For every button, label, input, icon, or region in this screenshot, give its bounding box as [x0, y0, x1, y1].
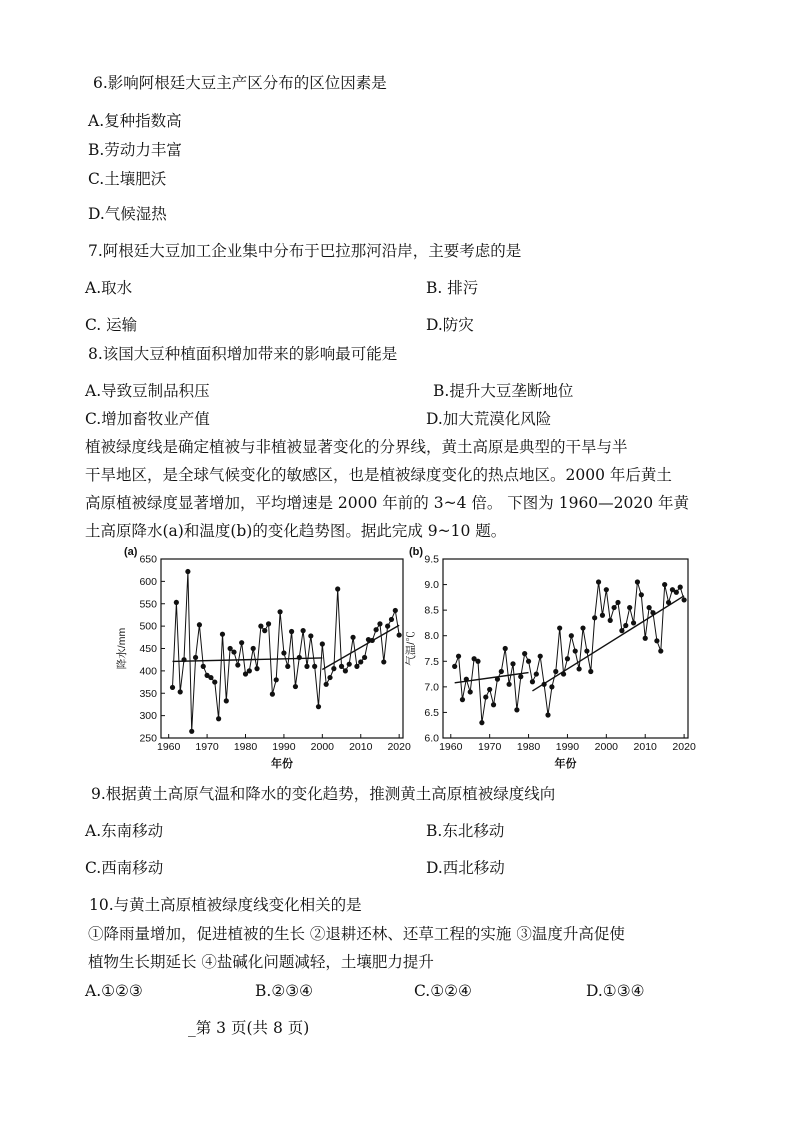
data-point — [350, 635, 355, 640]
q7-option-c[interactable]: C. 运输 — [85, 316, 138, 334]
q10-statements-line-1: ①降雨量增加，促进植被的生长 ②退耕还林、还草工程的实施 ③温度升高促使 — [88, 925, 625, 943]
data-point — [635, 579, 640, 584]
x-tick-label: 1990 — [272, 741, 296, 753]
y-tick-label: 500 — [139, 620, 157, 633]
q7-option-a[interactable]: A.取水 — [85, 279, 133, 297]
y-tick-label: 250 — [139, 732, 157, 745]
data-point — [530, 679, 535, 684]
x-tick-label: 2010 — [349, 741, 373, 753]
data-point — [377, 621, 382, 626]
data-point — [235, 662, 240, 667]
plot-frame — [443, 559, 688, 738]
x-tick-label: 1970 — [195, 741, 219, 753]
data-point — [308, 633, 313, 638]
data-point — [584, 648, 589, 653]
data-point — [374, 627, 379, 632]
data-point — [293, 684, 298, 689]
y-tick-label: 650 — [139, 553, 157, 566]
passage-line-4: 土高原降水(a)和温度(b)的变化趋势图。据此完成 9~10 题。 — [85, 522, 507, 540]
data-point — [510, 661, 515, 666]
data-point — [208, 675, 213, 680]
y-tick-label: 9.0 — [424, 579, 439, 592]
q10-stem: 10.与黄土高原植被绿度线变化相关的是 — [89, 896, 362, 914]
y-axis-label: 降水/mm — [116, 627, 128, 670]
data-point — [522, 651, 527, 656]
data-point — [281, 650, 286, 655]
data-point — [189, 729, 194, 734]
data-point — [479, 720, 484, 725]
chart-panel-a — [115, 546, 411, 770]
q8-option-d[interactable]: D.加大荒漠化风险 — [426, 410, 552, 428]
data-point — [385, 624, 390, 629]
x-axis-label: 年份 — [554, 758, 577, 770]
data-point — [534, 671, 539, 676]
data-point — [216, 716, 221, 721]
data-point — [201, 664, 206, 669]
q9-option-d[interactable]: D.西北移动 — [426, 859, 505, 877]
data-point — [277, 609, 282, 614]
data-point — [220, 632, 225, 637]
q10-option-b[interactable]: B.②③④ — [255, 982, 314, 1000]
data-point — [312, 664, 317, 669]
data-point — [631, 620, 636, 625]
data-point — [507, 682, 512, 687]
data-point — [389, 617, 394, 622]
data-point — [468, 689, 473, 694]
data-point — [362, 655, 367, 660]
data-point — [228, 646, 233, 651]
x-axis-label: 年份 — [271, 758, 293, 770]
data-point — [514, 707, 519, 712]
data-point — [266, 621, 271, 626]
x-tick-label: 2000 — [310, 741, 335, 753]
data-point — [324, 682, 329, 687]
data-point — [343, 668, 348, 673]
data-point — [600, 613, 605, 618]
data-point — [612, 605, 617, 610]
passage-line-2: 干旱地区，是全球气候变化的敏感区，也是植被绿度变化的热点地区。2000 年后黄土 — [85, 466, 672, 484]
data-point — [452, 664, 457, 669]
data-point — [483, 694, 488, 699]
data-point — [339, 664, 344, 669]
y-tick-label: 6.5 — [424, 706, 439, 719]
data-point — [335, 586, 340, 591]
q6-option-c[interactable]: C.土壤肥沃 — [88, 170, 167, 188]
data-point — [499, 669, 504, 674]
data-point — [674, 590, 679, 595]
q7-option-d[interactable]: D.防灾 — [426, 316, 474, 334]
data-point — [456, 654, 461, 659]
data-point — [565, 656, 570, 661]
data-point — [678, 585, 683, 590]
data-point — [251, 646, 256, 651]
q10-option-c[interactable]: C.①②④ — [414, 982, 472, 1000]
data-point — [518, 674, 523, 679]
data-point — [320, 641, 325, 646]
q6-option-d[interactable]: D.气候湿热 — [88, 205, 167, 223]
x-tick-label: 1990 — [555, 741, 580, 753]
data-point — [662, 582, 667, 587]
chart-panel-b — [404, 546, 696, 770]
data-point — [682, 597, 687, 602]
q6-option-a[interactable]: A.复种指数高 — [88, 112, 182, 130]
data-point — [545, 712, 550, 717]
data-point — [460, 697, 465, 702]
data-point — [588, 669, 593, 674]
data-point — [247, 668, 252, 673]
q8-option-c[interactable]: C.增加畜牧业产值 — [85, 410, 210, 428]
data-point — [393, 608, 398, 613]
y-tick-label: 550 — [139, 598, 157, 611]
x-tick-label: 1960 — [157, 741, 181, 753]
y-tick-label: 350 — [139, 687, 157, 700]
data-point — [197, 622, 202, 627]
y-tick-label: 8.5 — [424, 604, 439, 617]
data-point — [347, 662, 352, 667]
q8-stem: 8.该国大豆种植面积增加带来的影响最可能是 — [88, 345, 398, 363]
y-tick-label: 7.5 — [424, 655, 439, 668]
data-point — [503, 646, 508, 651]
data-point — [475, 659, 480, 664]
x-tick-label: 1980 — [516, 741, 541, 753]
data-point — [185, 569, 190, 574]
data-point — [615, 600, 620, 605]
x-tick-label: 1980 — [233, 741, 258, 753]
q9-option-b[interactable]: B.东北移动 — [426, 822, 505, 840]
q7-option-b[interactable]: B. 排污 — [426, 279, 479, 297]
data-point — [274, 677, 279, 682]
panel-label: (a) — [124, 546, 138, 558]
data-point — [178, 689, 183, 694]
data-point — [619, 628, 624, 633]
y-axis-label: 气温/℃ — [405, 631, 417, 666]
data-point — [212, 679, 217, 684]
data-point — [231, 649, 236, 654]
data-point — [526, 659, 531, 664]
data-point — [573, 648, 578, 653]
x-tick-label: 2010 — [633, 741, 657, 753]
q6-option-b[interactable]: B.劳动力丰富 — [88, 141, 182, 159]
data-point — [538, 654, 543, 659]
data-point — [304, 664, 309, 669]
y-tick-label: 450 — [139, 643, 157, 655]
data-point — [592, 615, 597, 620]
y-tick-label: 8.0 — [424, 630, 439, 643]
data-point — [569, 633, 574, 638]
data-point — [549, 684, 554, 689]
data-point — [301, 628, 306, 633]
data-point — [316, 704, 321, 709]
data-point — [381, 659, 386, 664]
x-tick-label: 1970 — [477, 741, 502, 753]
page-footer: _第 3 页(共 8 页) — [188, 1019, 310, 1037]
q8-option-b[interactable]: B.提升大豆垄断地位 — [433, 382, 574, 400]
data-point — [643, 636, 648, 641]
data-point — [170, 685, 175, 690]
q6-stem: 6.影响阿根廷大豆主产区分布的区位因素是 — [93, 74, 387, 92]
data-point — [289, 629, 294, 634]
q8-option-a[interactable]: A.导致豆制品积压 — [85, 382, 210, 400]
x-tick-label: 2020 — [672, 741, 696, 753]
data-point — [577, 666, 582, 671]
q9-option-a[interactable]: A.东南移动 — [85, 822, 164, 840]
y-tick-label: 7.0 — [424, 681, 439, 694]
data-point — [604, 587, 609, 592]
climate-charts — [0, 540, 793, 780]
series-line — [455, 582, 684, 723]
data-point — [327, 675, 332, 680]
data-point — [647, 605, 652, 610]
data-point — [654, 638, 659, 643]
y-tick-label: 400 — [139, 665, 157, 678]
data-point — [397, 632, 402, 637]
y-tick-label: 600 — [139, 575, 157, 588]
q10-statements-line-2: 植物生长期延长 ④盐碱化问题减轻，土壤肥力提升 — [88, 953, 434, 971]
y-tick-label: 300 — [139, 710, 157, 723]
data-point — [553, 669, 558, 674]
y-tick-label: 9.5 — [424, 553, 439, 566]
data-point — [331, 666, 336, 671]
data-point — [557, 625, 562, 630]
x-tick-label: 1960 — [439, 741, 463, 753]
q9-stem: 9.根据黄土高原气温和降水的变化趋势，推测黄土高原植被绿度线向 — [91, 785, 556, 803]
data-point — [258, 624, 263, 629]
data-point — [491, 702, 496, 707]
data-point — [487, 687, 492, 692]
panel-label: (b) — [409, 546, 424, 558]
data-point — [608, 618, 613, 623]
data-point — [358, 659, 363, 664]
data-point — [285, 664, 290, 669]
passage-line-3: 高原植被绿度显著增加，平均增速是 2000 年前的 3~4 倍。 下图为 1960—2020 年黄 — [85, 494, 690, 512]
q9-option-c[interactable]: C.西南移动 — [85, 859, 164, 877]
data-point — [224, 698, 229, 703]
data-point — [596, 579, 601, 584]
data-point — [580, 625, 585, 630]
q7-stem: 7.阿根廷大豆加工企业集中分布于巴拉那河沿岸，主要考虑的是 — [88, 242, 522, 260]
data-point — [254, 666, 259, 671]
data-point — [270, 692, 275, 697]
q10-option-d[interactable]: D.①③④ — [586, 982, 645, 1000]
data-point — [627, 605, 632, 610]
data-point — [639, 592, 644, 597]
data-point — [193, 655, 198, 660]
x-tick-label: 2020 — [387, 741, 411, 753]
passage-line-1: 植被绿度线是确定植被与非植被显著变化的分界线，黄土高原是典型的干旱与半 — [85, 438, 628, 456]
data-point — [623, 623, 628, 628]
data-point — [297, 655, 302, 660]
x-tick-label: 2000 — [594, 741, 619, 753]
data-point — [239, 640, 244, 645]
q10-option-a[interactable]: A.①②③ — [85, 982, 143, 1000]
data-point — [354, 664, 359, 669]
y-tick-label: 6.0 — [424, 732, 439, 745]
data-point — [174, 600, 179, 605]
data-point — [262, 628, 267, 633]
data-point — [658, 648, 663, 653]
